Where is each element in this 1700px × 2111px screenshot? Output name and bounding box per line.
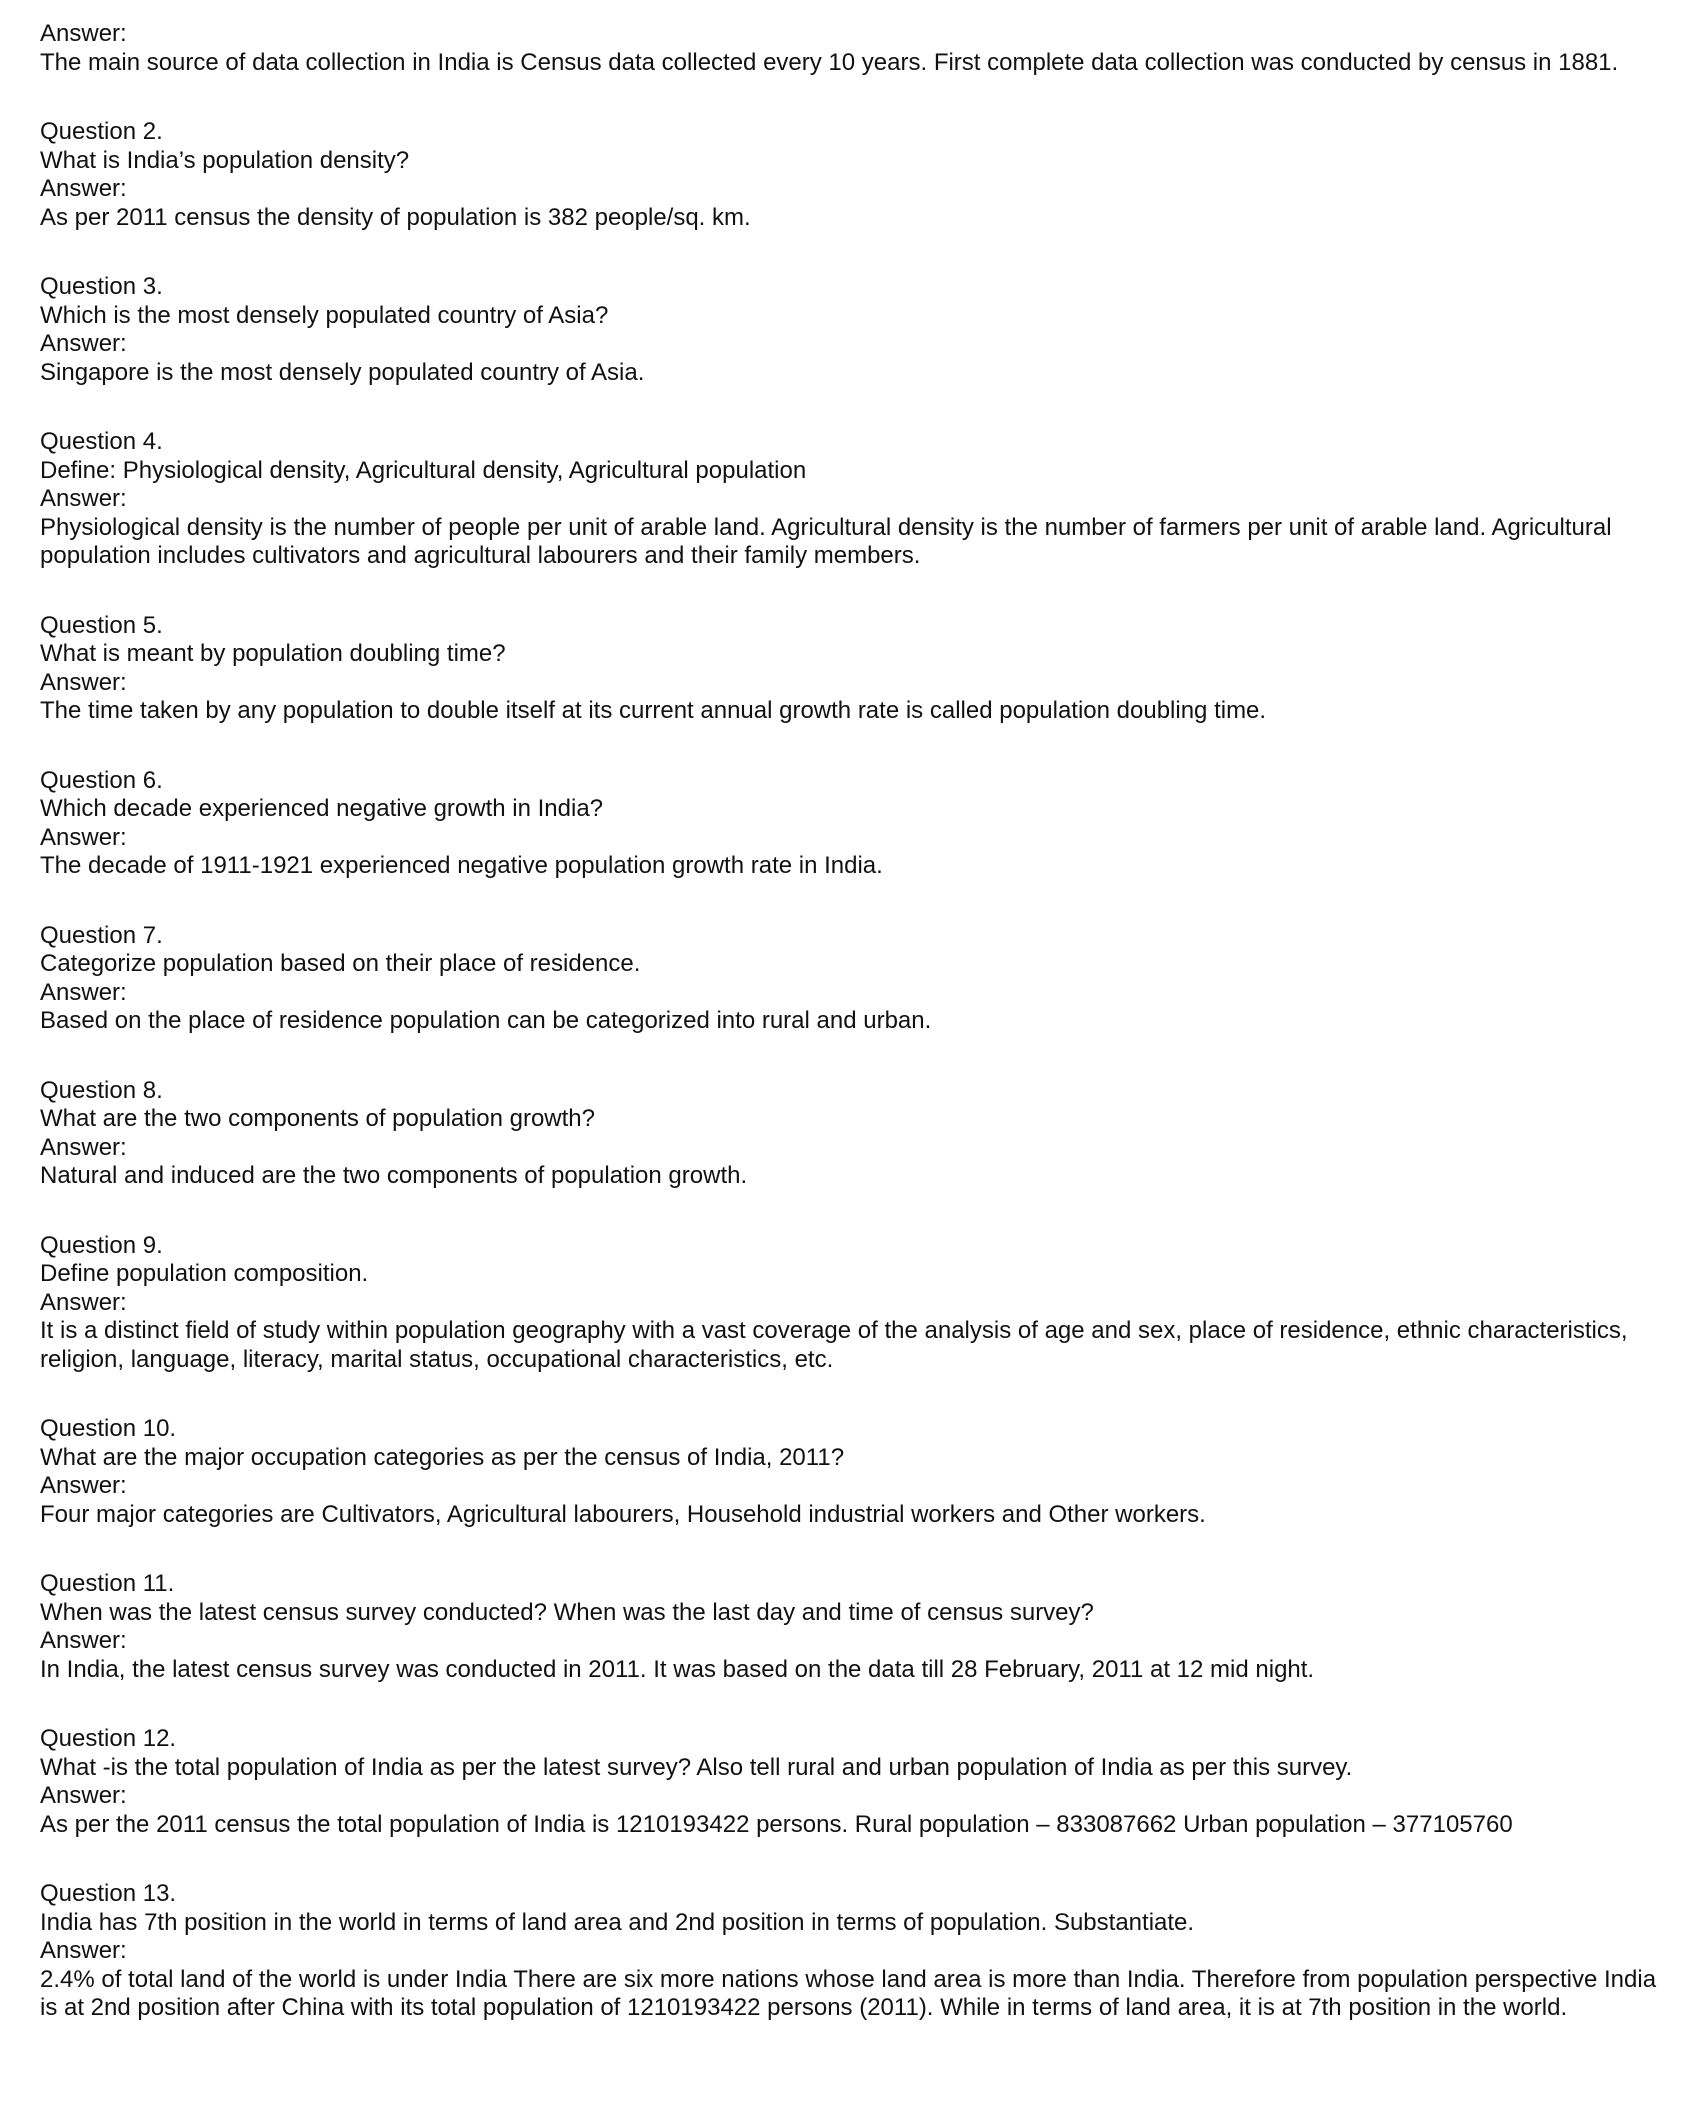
answer-text: As per 2011 census the density of population is 382 people/sq. km. bbox=[40, 203, 751, 231]
question-label: Question 6. bbox=[40, 766, 163, 794]
question-label: Question 7. bbox=[40, 921, 163, 949]
question-text: What are the major occupation categories as per the census of India, 2011? bbox=[40, 1443, 845, 1471]
answer-label: Answer: bbox=[40, 823, 127, 851]
question-text: What is meant by population doubling time? bbox=[40, 640, 506, 667]
answer-text: The time taken by any population to double itself at its current annual growth rate is called population doubling time. bbox=[40, 697, 1267, 724]
qa-block-6 bbox=[40, 767, 1670, 881]
question-label: Question 12. bbox=[40, 1725, 177, 1752]
question-label: Question 2. bbox=[40, 118, 163, 145]
answer-text: The decade of 1911-1921 experienced negative population growth rate in India. bbox=[40, 852, 883, 879]
answer-label: Answer: bbox=[40, 1937, 127, 1964]
question-text: Define population composition. bbox=[40, 1260, 369, 1287]
question-label: Question 13. bbox=[40, 1880, 177, 1907]
qa-block-11 bbox=[40, 1570, 1670, 1684]
answer-text: Physiological density is the number of people per unit of arable land. Agricultural density is the number of farmers per unit of arable land. Agricultural population includes cultivators and agricultural labourers and their family members. bbox=[40, 513, 1619, 569]
qa-block-10 bbox=[40, 1415, 1670, 1529]
question-text: What -is the total population of India as per the latest survey? Also tell rural and urban population of India as per this survey. bbox=[40, 1753, 1353, 1781]
answer-label: Answer: bbox=[40, 1472, 127, 1499]
question-text: Define: Physiological density, Agricultural density, Agricultural population bbox=[40, 456, 807, 484]
qa-block-13 bbox=[40, 1880, 1670, 2023]
question-text: Which is the most densely populated country of Asia? bbox=[40, 301, 609, 329]
answer-text: As per the 2011 census the total population of India is 1210193422 persons. Rural population – 833087662 Urban population – 377105760 bbox=[40, 1810, 1513, 1838]
answer-label: Answer: bbox=[40, 1288, 127, 1316]
answer-label: Answer: bbox=[40, 175, 127, 202]
qa-block-5 bbox=[40, 612, 1670, 726]
answer-text: 2.4% of total land of the world is under India There are six more nations whose land area is more than India. Therefore from population perspective India is at 2nd position after China with its total population of 1210193422 persons (2011). While in terms of land area, it is at 7th position in the world. bbox=[40, 1965, 1663, 2021]
answer-label: Answer: bbox=[40, 1627, 127, 1654]
question-label: Question 9. bbox=[40, 1231, 163, 1259]
qa-block-7 bbox=[40, 922, 1670, 1036]
answer-text: Four major categories are Cultivators, Agricultural labourers, Household industrial workers and Other workers. bbox=[40, 1500, 1206, 1528]
answer-text: Singapore is the most densely populated country of Asia. bbox=[40, 358, 645, 386]
question-text: What are the two components of population growth? bbox=[40, 1105, 595, 1132]
answer-label: Answer: bbox=[40, 1133, 127, 1161]
answer-label: Answer: bbox=[40, 668, 127, 696]
qa-block-3 bbox=[40, 273, 1670, 387]
question-label: Question 5. bbox=[40, 611, 163, 639]
document-page bbox=[40, 20, 1670, 2023]
question-text: India has 7th position in the world in terms of land area and 2nd position in terms of population. Substantiate. bbox=[40, 1908, 1195, 1936]
qa-block-9 bbox=[40, 1232, 1670, 1375]
qa-block-1 bbox=[40, 20, 1670, 77]
answer-text: The main source of data collection in India is Census data collected every 10 years. First complete data collection was conducted by census in 1881. bbox=[40, 48, 1619, 76]
answer-label: Answer: bbox=[40, 978, 127, 1006]
qa-block-12 bbox=[40, 1725, 1670, 1839]
question-label: Question 8. bbox=[40, 1076, 163, 1104]
answer-text: Based on the place of residence population can be categorized into rural and urban. bbox=[40, 1007, 932, 1034]
question-text: Which decade experienced negative growth in India? bbox=[40, 795, 604, 822]
qa-block-4 bbox=[40, 428, 1670, 571]
answer-label: Answer: bbox=[40, 330, 127, 357]
question-label: Question 10. bbox=[40, 1415, 177, 1442]
answer-text: Natural and induced are the two components of population growth. bbox=[40, 1162, 748, 1189]
answer-text: In India, the latest census survey was conducted in 2011. It was based on the data till 28 February, 2011 at 12 mid night. bbox=[40, 1655, 1315, 1683]
answer-label: Answer: bbox=[40, 1782, 127, 1809]
question-text: Categorize population based on their place of residence. bbox=[40, 950, 641, 977]
qa-block-8 bbox=[40, 1077, 1670, 1191]
answer-label: Answer: bbox=[40, 20, 127, 47]
question-text: When was the latest census survey conducted? When was the last day and time of census survey? bbox=[40, 1598, 1094, 1626]
qa-block-2 bbox=[40, 118, 1670, 232]
question-text: What is India’s population density? bbox=[40, 146, 410, 174]
answer-text: It is a distinct field of study within population geography with a vast coverage of the analysis of age and sex, place of residence, ethnic characteristics, religion, language, literacy, marital status, occupational characteristics, etc. bbox=[40, 1317, 1635, 1373]
question-label: Question 3. bbox=[40, 273, 163, 300]
answer-label: Answer: bbox=[40, 485, 127, 512]
question-label: Question 4. bbox=[40, 428, 163, 455]
question-label: Question 11. bbox=[40, 1570, 175, 1597]
